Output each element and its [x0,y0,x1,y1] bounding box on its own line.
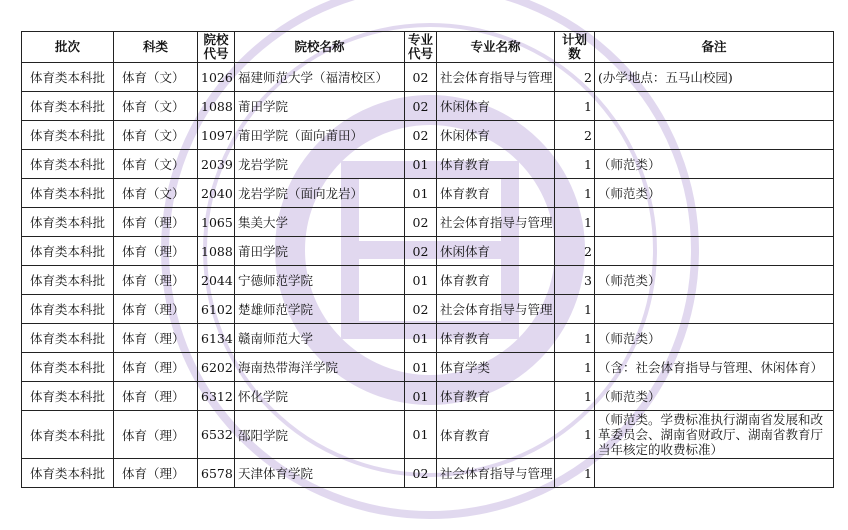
cell-batch: 体育类本科批 [22,179,114,208]
table-body [22,63,834,488]
cell-category: 体育（文） [114,63,198,92]
cell-note [595,459,834,488]
cell-plan: 1 [555,382,595,411]
table-row [22,266,834,295]
header-note: 备注 [595,32,834,63]
cell-note: （师范类） [595,382,834,411]
table-row [22,237,834,266]
cell-major-name: 社会体育指导与管理 [437,459,555,488]
cell-major-name: 社会体育指导与管理 [437,295,555,324]
header-major-name: 专业名称 [437,32,555,63]
cell-school-code: 6532 [198,411,235,459]
cell-major-name: 社会体育指导与管理 [437,63,555,92]
cell-school-code: 6578 [198,459,235,488]
table-row [22,208,834,237]
cell-school-code: 6102 [198,295,235,324]
cell-school-code: 2039 [198,150,235,179]
cell-major-code: 02 [405,121,437,150]
cell-major-code: 02 [405,237,437,266]
cell-plan: 1 [555,459,595,488]
table-row [22,382,834,411]
cell-batch: 体育类本科批 [22,295,114,324]
cell-batch: 体育类本科批 [22,353,114,382]
header-plan: 计划数 [555,32,595,63]
cell-plan: 1 [555,324,595,353]
header-school-name: 院校名称 [235,32,405,63]
cell-school-name: 海南热带海洋学院 [235,353,405,382]
cell-batch: 体育类本科批 [22,237,114,266]
cell-category: 体育（文） [114,150,198,179]
cell-school-name: 天津体育学院 [235,459,405,488]
cell-note: （师范类） [595,266,834,295]
cell-batch: 体育类本科批 [22,208,114,237]
cell-major-code: 02 [405,295,437,324]
cell-plan: 2 [555,63,595,92]
cell-batch: 体育类本科批 [22,63,114,92]
cell-major-name: 体育教育 [437,382,555,411]
cell-school-code: 2040 [198,179,235,208]
cell-major-name: 体育教育 [437,179,555,208]
cell-major-name: 社会体育指导与管理 [437,208,555,237]
cell-note [595,121,834,150]
header-school-code: 院校代号 [198,32,235,63]
cell-batch: 体育类本科批 [22,92,114,121]
cell-category: 体育（理） [114,266,198,295]
cell-major-code: 01 [405,179,437,208]
cell-plan: 2 [555,121,595,150]
header-batch: 批次 [22,32,114,63]
cell-batch: 体育类本科批 [22,411,114,459]
cell-major-name: 体育教育 [437,266,555,295]
cell-plan: 1 [555,179,595,208]
cell-category: 体育（理） [114,382,198,411]
cell-category: 体育（文） [114,179,198,208]
cell-major-name: 休闲体育 [437,237,555,266]
cell-category: 体育（理） [114,208,198,237]
cell-note: （师范类。学费标准执行湖南省发展和改革委员会、湖南省财政厅、湖南省教育厅当年核定的收费标准） [595,411,834,459]
cell-school-name: 龙岩学院 [235,150,405,179]
cell-note [595,237,834,266]
cell-major-code: 02 [405,92,437,121]
cell-school-name: 集美大学 [235,208,405,237]
cell-major-name: 休闲体育 [437,92,555,121]
cell-note: （师范类） [595,179,834,208]
cell-major-code: 01 [405,324,437,353]
cell-category: 体育（理） [114,459,198,488]
cell-school-name: 楚雄师范学院 [235,295,405,324]
cell-school-code: 1026 [198,63,235,92]
cell-note [595,295,834,324]
cell-school-code: 1088 [198,237,235,266]
cell-plan: 2 [555,237,595,266]
header-major-code: 专业代号 [405,32,437,63]
cell-major-code: 01 [405,266,437,295]
cell-major-code: 01 [405,411,437,459]
cell-major-code: 01 [405,382,437,411]
cell-category: 体育（理） [114,353,198,382]
cell-school-code: 2044 [198,266,235,295]
cell-plan: 1 [555,295,595,324]
cell-batch: 体育类本科批 [22,121,114,150]
cell-school-code: 1065 [198,208,235,237]
cell-plan: 1 [555,92,595,121]
cell-note: (办学地点：五马山校园) [595,63,834,92]
cell-school-name: 怀化学院 [235,382,405,411]
table-row [22,92,834,121]
table-row [22,459,834,488]
cell-major-code: 02 [405,459,437,488]
cell-school-name: 龙岩学院（面向龙岩） [235,179,405,208]
cell-plan: 1 [555,411,595,459]
cell-school-name: 莆田学院 [235,237,405,266]
admission-plan-table [21,31,834,488]
cell-note [595,208,834,237]
cell-major-name: 体育学类 [437,353,555,382]
cell-major-code: 02 [405,208,437,237]
cell-note [595,92,834,121]
cell-category: 体育（理） [114,295,198,324]
cell-school-code: 6202 [198,353,235,382]
cell-batch: 体育类本科批 [22,459,114,488]
cell-school-name: 邵阳学院 [235,411,405,459]
table-row [22,150,834,179]
cell-major-code: 01 [405,150,437,179]
cell-school-name: 赣南师范大学 [235,324,405,353]
table-row [22,411,834,459]
cell-category: 体育（文） [114,121,198,150]
cell-plan: 3 [555,266,595,295]
cell-school-code: 6312 [198,382,235,411]
cell-school-name: 莆田学院（面向莆田） [235,121,405,150]
header-category: 科类 [114,32,198,63]
cell-note: （师范类） [595,150,834,179]
cell-plan: 1 [555,208,595,237]
cell-note: （含：社会体育指导与管理、休闲体育） [595,353,834,382]
table-row [22,179,834,208]
cell-plan: 1 [555,353,595,382]
cell-major-name: 体育教育 [437,324,555,353]
table-row [22,63,834,92]
cell-school-name: 福建师范大学（福清校区） [235,63,405,92]
cell-major-name: 休闲体育 [437,121,555,150]
cell-category: 体育（文） [114,92,198,121]
table-row [22,295,834,324]
cell-major-name: 体育教育 [437,150,555,179]
cell-school-code: 1088 [198,92,235,121]
cell-major-name: 体育教育 [437,411,555,459]
cell-batch: 体育类本科批 [22,150,114,179]
cell-batch: 体育类本科批 [22,382,114,411]
cell-category: 体育（理） [114,411,198,459]
cell-category: 体育（理） [114,324,198,353]
cell-major-code: 01 [405,353,437,382]
cell-school-code: 6134 [198,324,235,353]
cell-batch: 体育类本科批 [22,266,114,295]
cell-major-code: 02 [405,63,437,92]
cell-category: 体育（理） [114,237,198,266]
table-row [22,121,834,150]
cell-batch: 体育类本科批 [22,324,114,353]
cell-school-code: 1097 [198,121,235,150]
header-row [22,32,834,63]
table-row [22,353,834,382]
cell-school-name: 莆田学院 [235,92,405,121]
table-row [22,324,834,353]
cell-plan: 1 [555,150,595,179]
cell-note: （师范类） [595,324,834,353]
cell-school-name: 宁德师范学院 [235,266,405,295]
